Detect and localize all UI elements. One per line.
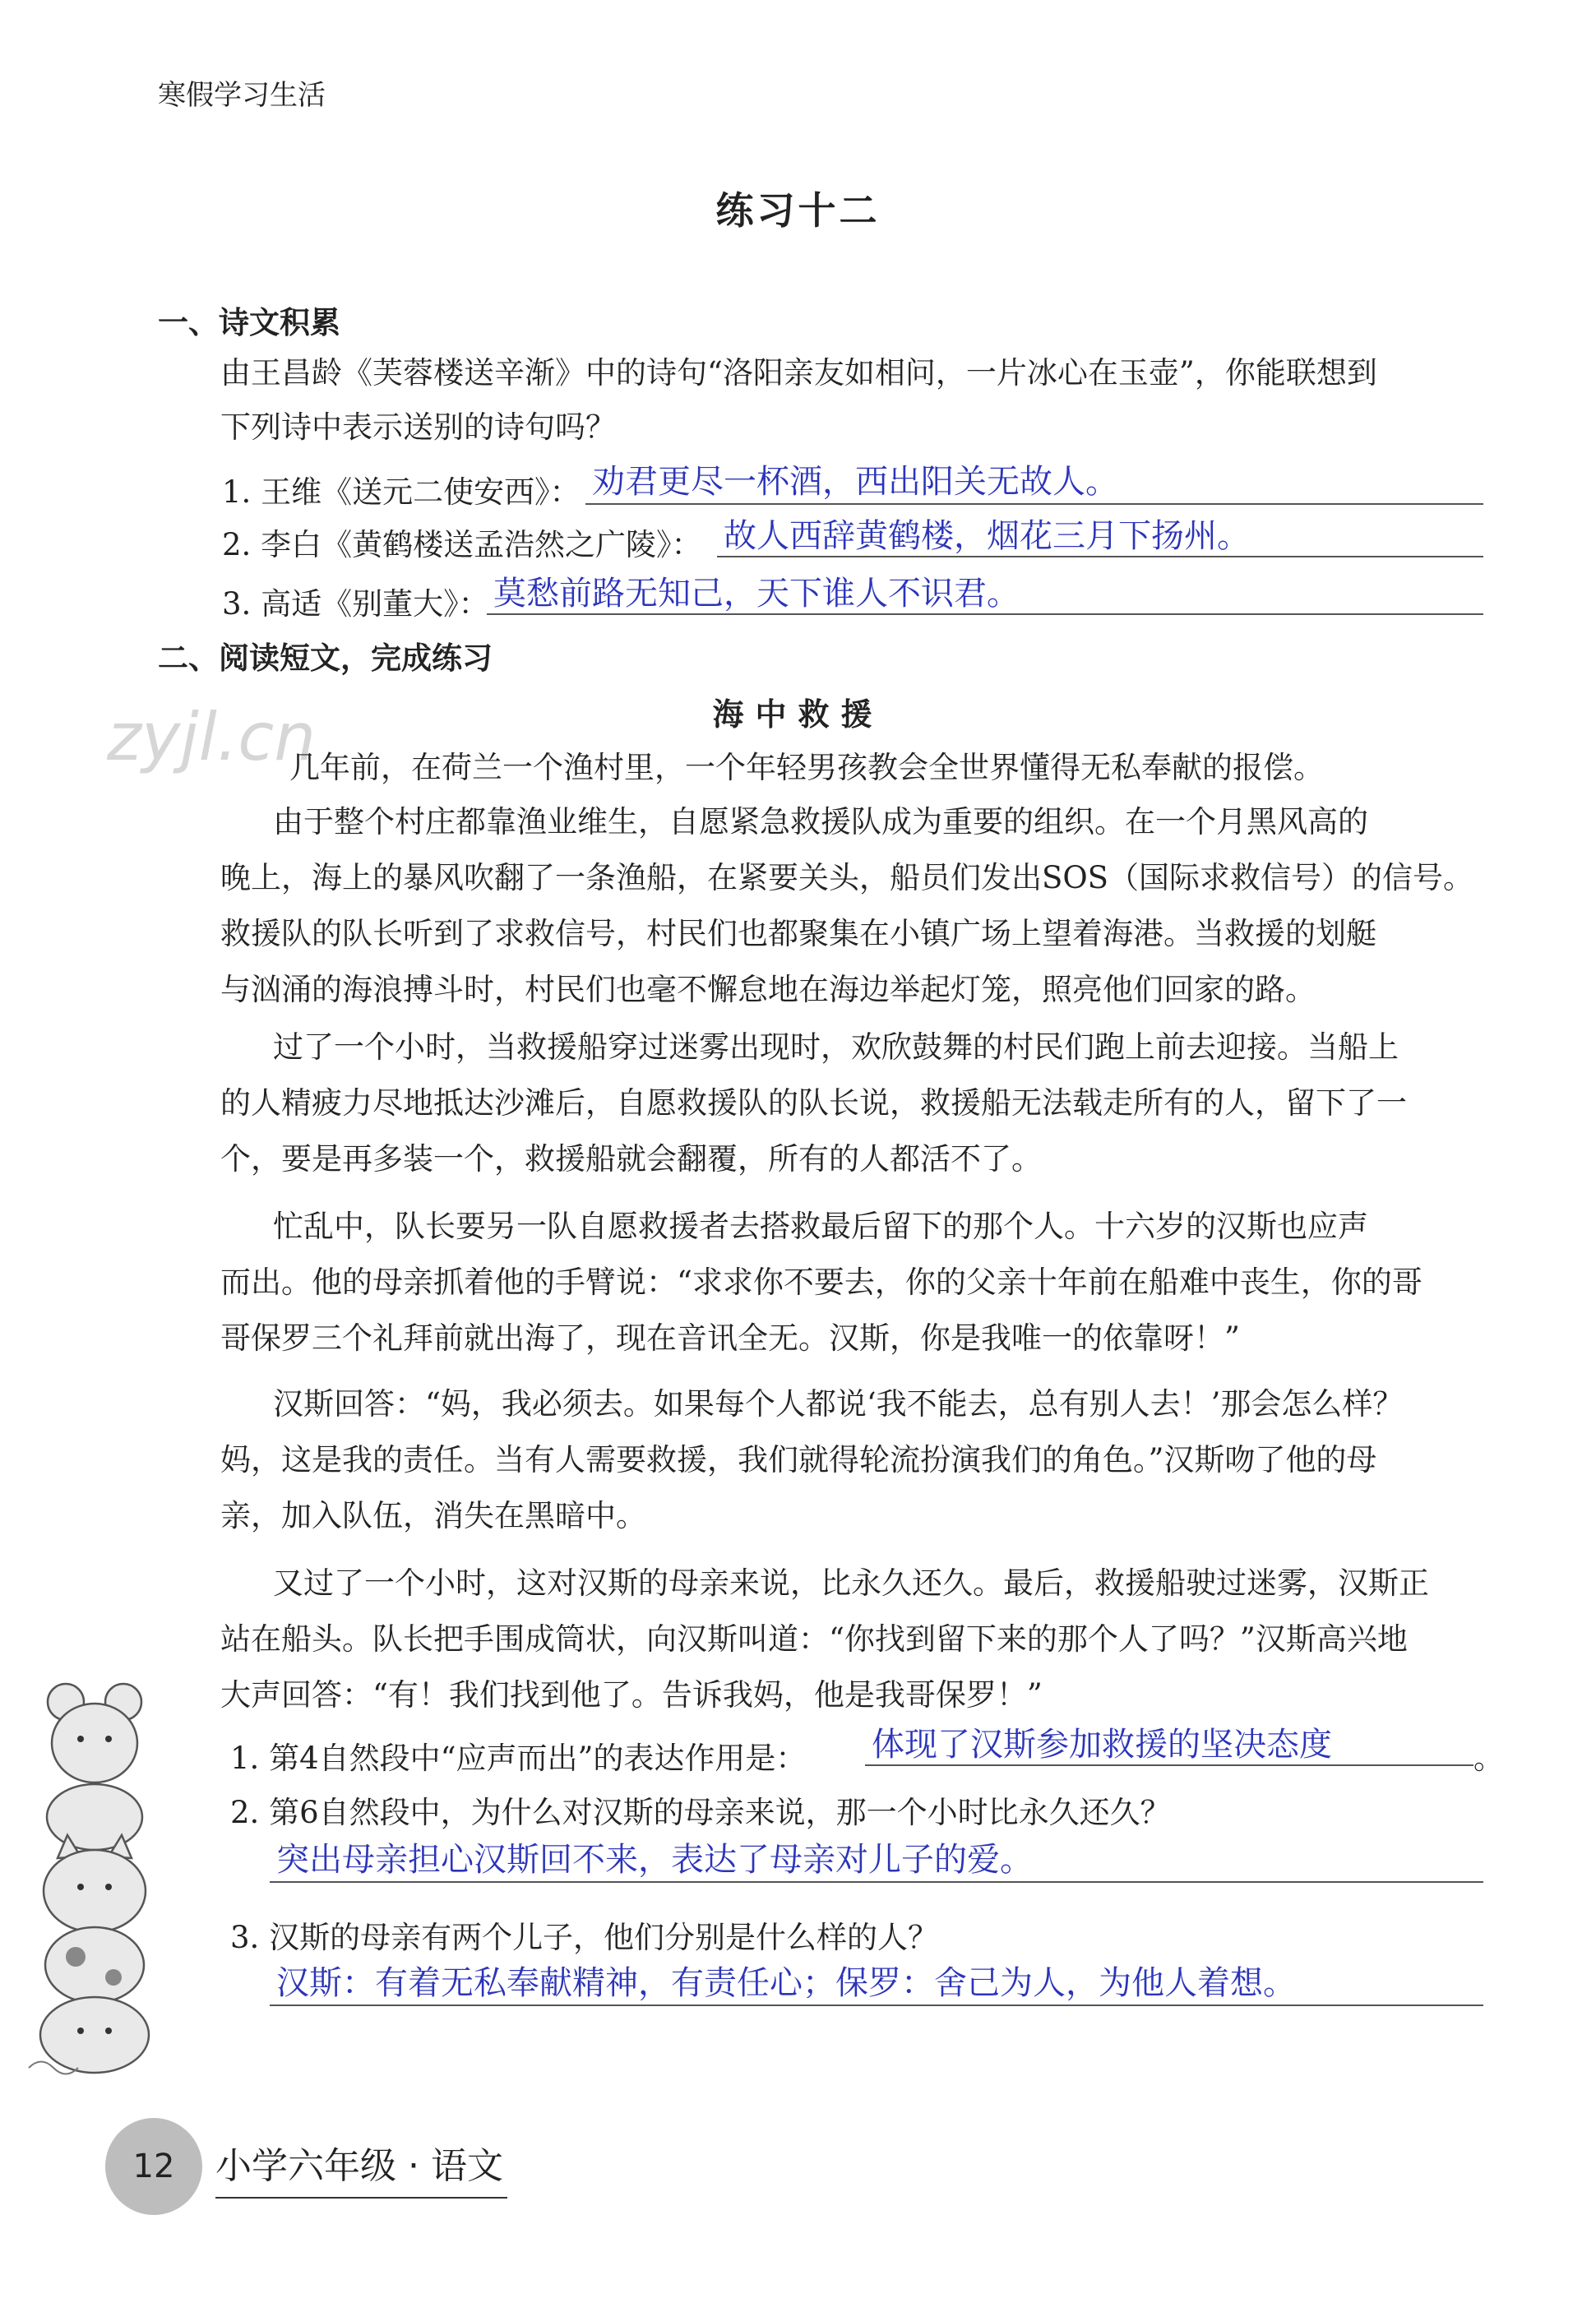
article-line-11: 哥保罗三个礼拜前就出海了，现在音讯全无。汉斯，你是我唯一的依靠呀！” <box>220 1320 1240 1356</box>
poem-question-1: 1. 王维《送元二使安西》： <box>222 474 581 510</box>
article-line-4: 救援队的队长听到了求救信号，村民们也都聚集在小镇广场上望着海港。当救援的划艇 <box>220 916 1376 951</box>
article-line-15: 又过了一个小时，这对汉斯的母亲来说，比永久还久。最后，救援船驶过迷雾，汉斯正 <box>273 1565 1429 1601</box>
article-line-7: 的人精疲力尽地抵达沙滩后，自愿救援队的队长说，救援船无法载走所有的人，留下了一 <box>220 1085 1407 1121</box>
article-line-10: 而出。他的母亲抓着他的手臂说：“求求你不要去，你的父亲十年前在船难中丧生，你的哥 <box>220 1265 1423 1300</box>
footer-rule <box>215 2197 507 2199</box>
page-number-badge: 12 <box>105 2118 202 2215</box>
section-heading-poetry: 一、诗文积累 <box>158 305 340 340</box>
answer-line <box>487 613 1483 615</box>
answer-line <box>585 503 1483 505</box>
poem-answer-3: 莫愁前路无知己，天下谁人不识君。 <box>493 575 1020 613</box>
reading-question-1: 1. 第4自然段中“应声而出”的表达作用是： <box>230 1741 807 1776</box>
article-line-3: 晚上，海上的暴风吹翻了一条渔船，在紧要关头，船员们发出SOS（国际求救信号）的信号。 <box>220 860 1474 895</box>
answer-line <box>717 556 1483 557</box>
article-line-1: 几年前，在荷兰一个渔村里，一个年轻男孩教会全世界懂得无私奉献的报偿。 <box>289 750 1324 785</box>
poem-answer-1: 劝君更尽一杯酒，西出阳关无故人。 <box>592 463 1118 501</box>
article-line-16: 站在船头。队长把手围成筒状，向汉斯叫道：“你找到留下来的那个人了吗？”汉斯高兴地 <box>220 1621 1408 1657</box>
reading-question-3: 3. 汉斯的母亲有两个儿子，他们分别是什么样的人？ <box>230 1920 939 1955</box>
reading-answer-3: 汉斯：有着无私奉献精神，有责任心；保罗：舍己为人，为他人着想。 <box>276 1964 1296 2002</box>
article-line-5: 与汹涌的海浪搏斗时，村民们也毫不懈怠地在海边举起灯笼，照亮他们回家的路。 <box>220 972 1316 1007</box>
section1-intro-line-1: 由王昌龄《芙蓉楼送辛渐》中的诗句“洛阳亲友如相问，一片冰心在玉壶”，你能联想到 <box>220 355 1377 391</box>
footer-grade-subject: 小学六年级 · 语文 <box>215 2145 503 2187</box>
article-title: 海中救援 <box>712 696 884 733</box>
answer-line <box>270 2005 1483 2006</box>
section1-intro-line-2: 下列诗中表示送别的诗句吗？ <box>220 409 616 445</box>
watermark: zyjl.cn <box>107 699 316 775</box>
poem-question-2: 2. 李白《黄鹤楼送孟浩然之广陵》： <box>222 527 702 562</box>
reading-question-2: 2. 第6自然段中，为什么对汉斯的母亲来说，那一个小时比永久还久？ <box>230 1795 1171 1830</box>
article-line-13: 妈，这是我的责任。当有人需要救援，我们就得轮流扮演我们的角色。”汉斯吻了他的母 <box>220 1442 1377 1477</box>
article-line-6: 过了一个小时，当救援船穿过迷雾出现时，欢欣鼓舞的村民们跑上前去迎接。当船上 <box>273 1029 1399 1065</box>
article-line-14: 亲，加入队伍，消失在黑暗中。 <box>220 1498 646 1533</box>
article-line-12: 汉斯回答：“妈，我必须去。如果每个人都说‘我不能去，总有别人去！’那会怎么样？ <box>273 1386 1404 1422</box>
poem-question-3: 3. 高适《别董大》： <box>222 586 489 622</box>
article-line-8: 个，要是再多装一个，救援船就会翻覆，所有的人都活不了。 <box>220 1141 1042 1177</box>
reading-answer-1: 体现了汉斯参加救援的坚决态度 <box>872 1726 1332 1764</box>
answer-line <box>865 1764 1473 1766</box>
section-heading-reading: 二、阅读短文，完成练习 <box>158 640 493 676</box>
reading-answer-2: 突出母亲担心汉斯回不来，表达了母亲对儿子的爱。 <box>276 1841 1033 1879</box>
question-1-end-mark: 。 <box>1473 1741 1504 1776</box>
article-line-9: 忙乱中，队长要另一队自愿救援者去搭救最后留下的那个人。十六岁的汉斯也应声 <box>273 1209 1368 1244</box>
page-title: 练习十二 <box>715 188 881 233</box>
poem-answer-2: 故人西辞黄鹤楼，烟花三月下扬州。 <box>724 517 1250 555</box>
running-header: 寒假学习生活 <box>158 79 326 112</box>
article-line-17: 大声回答：“有！我们找到他了。告诉我妈，他是我哥保罗！” <box>220 1677 1043 1713</box>
article-line-2: 由于整个村庄都靠渔业维生，自愿紧急救援队成为重要的组织。在一个月黑风高的 <box>273 804 1368 839</box>
cartoon-animals-illustration <box>16 1653 164 2080</box>
answer-line <box>270 1881 1483 1883</box>
